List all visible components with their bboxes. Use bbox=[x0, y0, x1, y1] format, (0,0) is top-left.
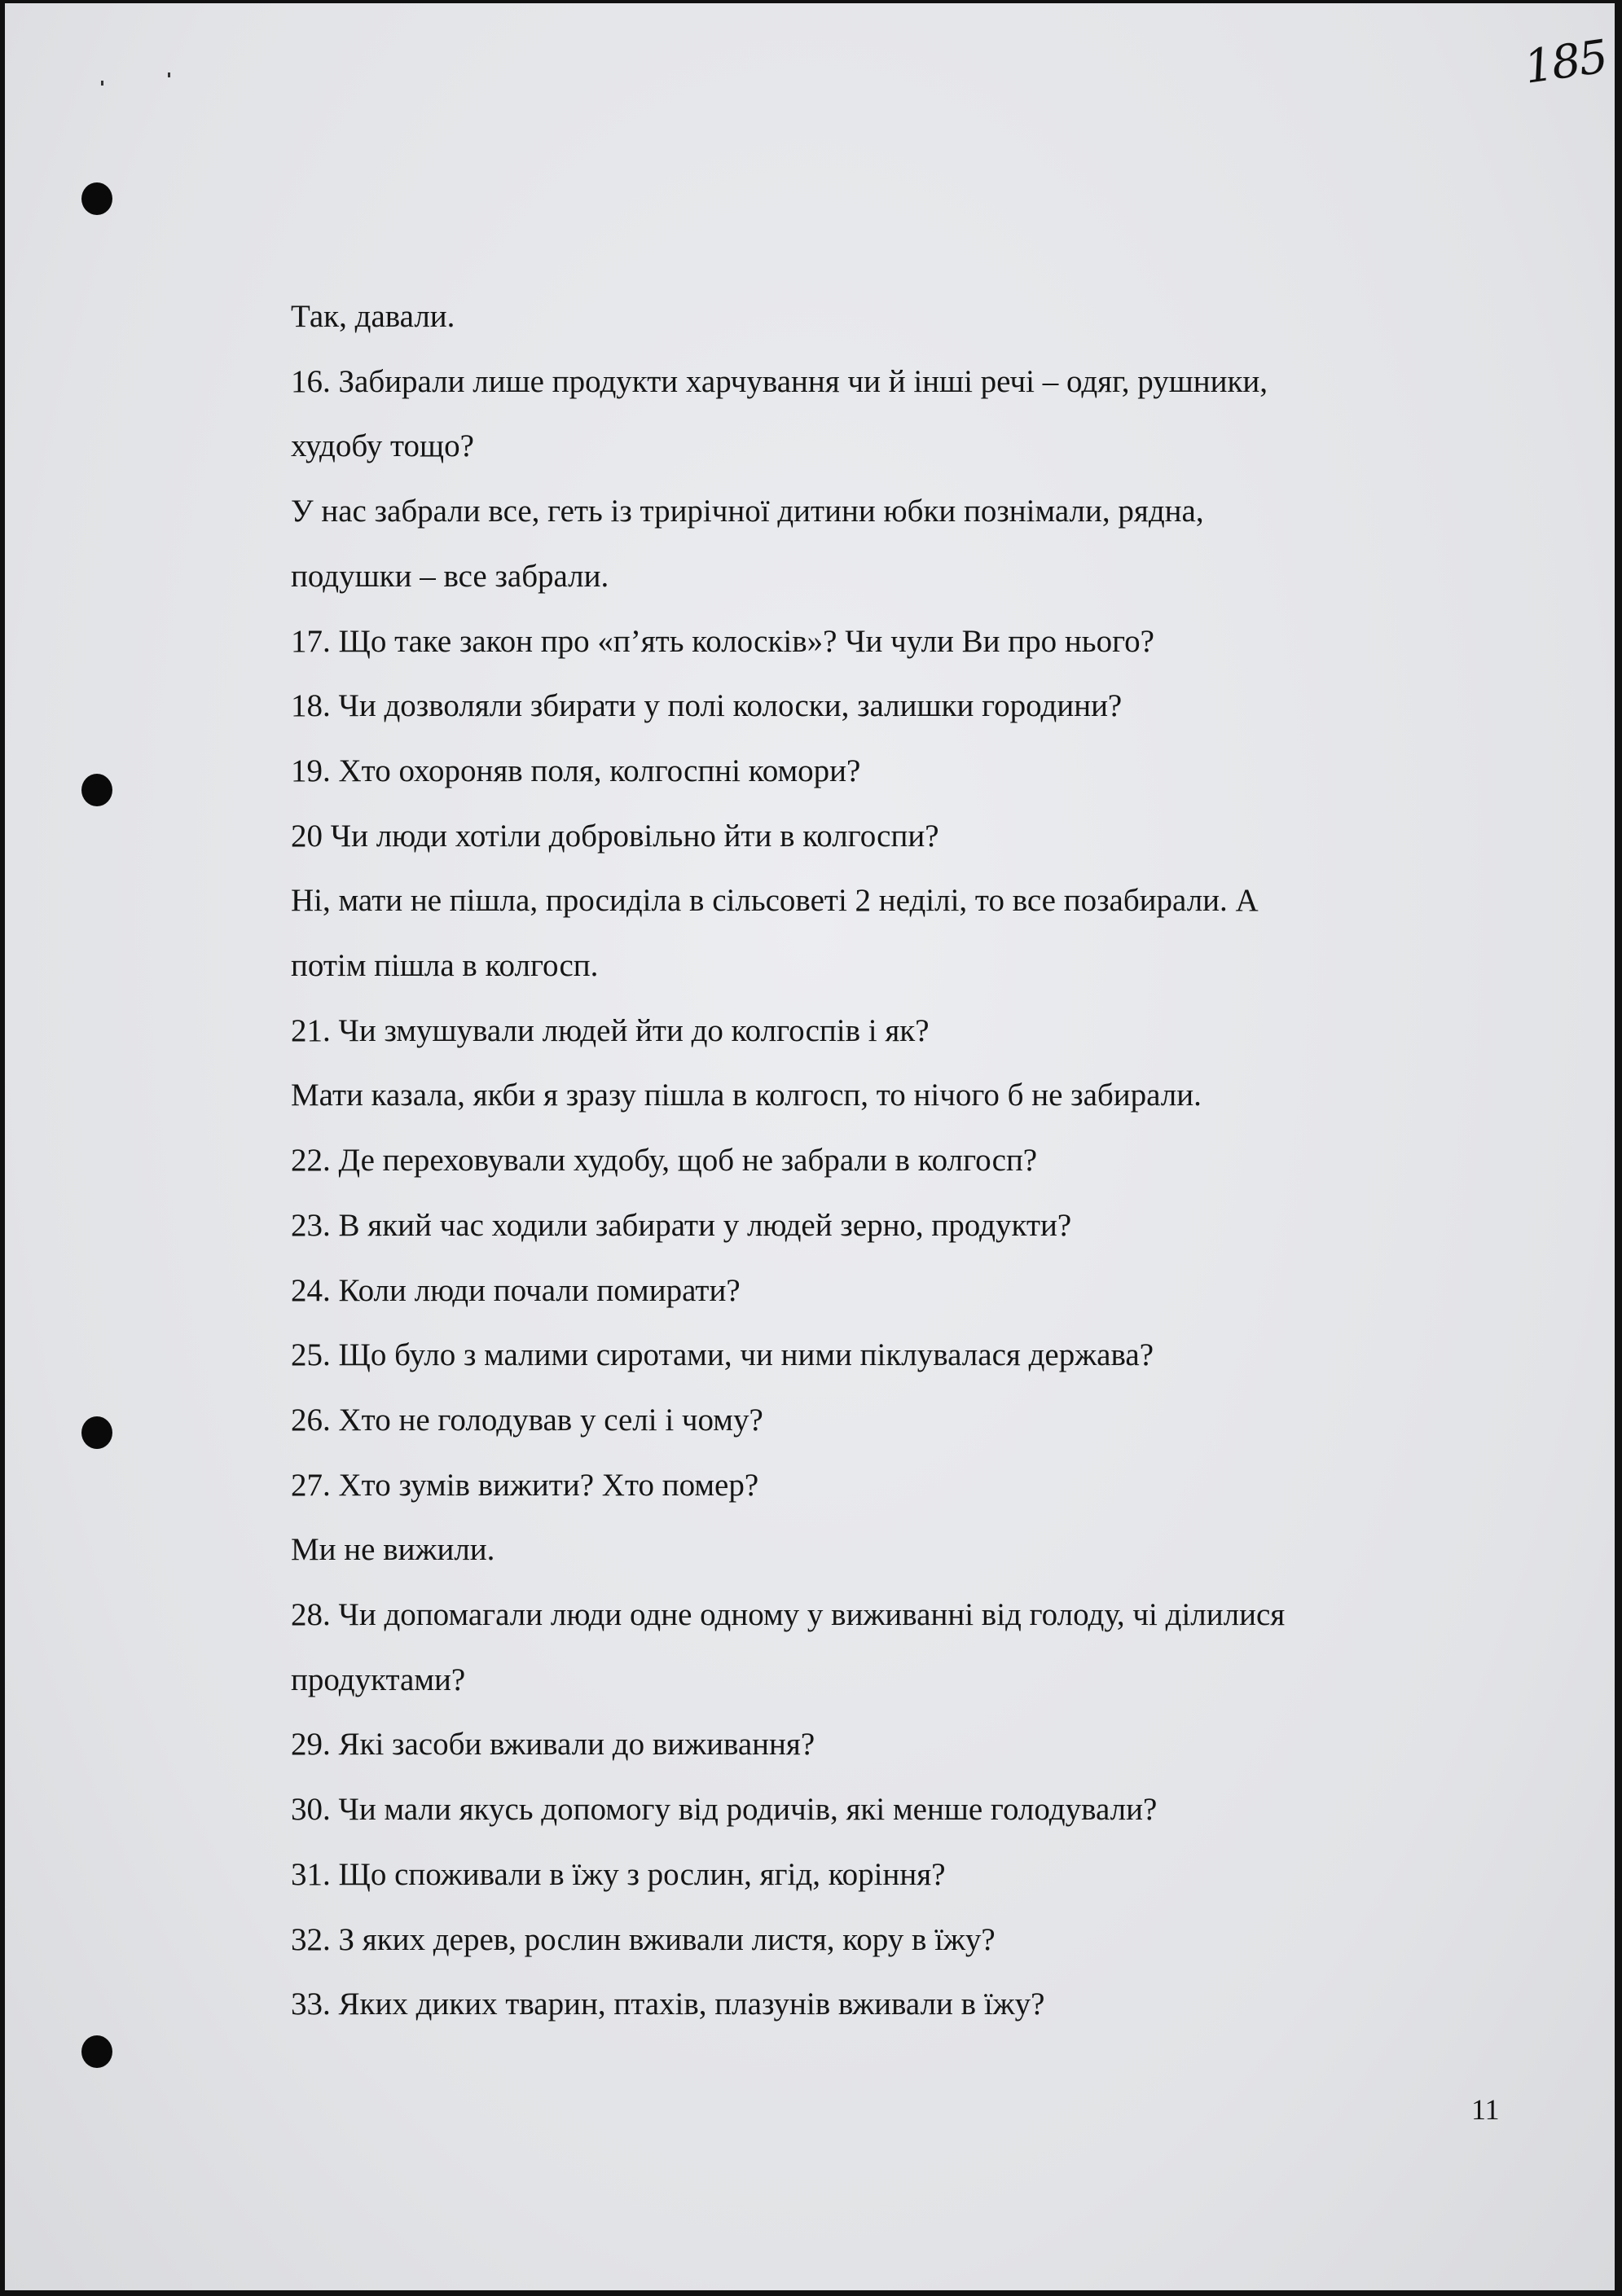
question-line: 25. Що було з малими сиротами, чи ними піклувалася держава? bbox=[291, 1337, 1154, 1373]
text-line: У нас забрали все, геть із трирічної дитини юбки познімали, рядна, bbox=[291, 494, 1204, 529]
question-line: 18. Чи дозволяли збирати у полі колоски, залишки городини? bbox=[291, 688, 1123, 724]
document-page bbox=[5, 3, 1615, 2290]
page-number: 11 bbox=[1471, 2093, 1500, 2126]
handwritten-folio-number: 185 bbox=[1520, 30, 1610, 94]
punch-hole bbox=[81, 774, 112, 806]
text-line: Ні, мати не пішла, просиділа в сільсоветі 2 неділі, то все позабирали. А bbox=[291, 883, 1259, 919]
text-line: подушки – все забрали. bbox=[291, 558, 609, 594]
scan-speck bbox=[101, 81, 103, 86]
question-line: 24. Коли люди почали помирати? bbox=[291, 1272, 741, 1308]
question-line: 31. Що споживали в їжу з рослин, ягід, коріння? bbox=[291, 1856, 946, 1892]
document-body bbox=[291, 284, 1497, 2037]
text-line: худобу тощо? bbox=[291, 428, 474, 464]
question-line: 22. Де переховували худобу, щоб не забрали в колгосп? bbox=[291, 1143, 1038, 1179]
punch-hole bbox=[81, 182, 112, 215]
text-line: потім пішла в колгосп. bbox=[291, 948, 599, 984]
text-line: Ми не вижили. bbox=[291, 1532, 495, 1568]
question-line: 28. Чи допомагали люди одне одному у виживанні від голоду, чі ділилися bbox=[291, 1597, 1286, 1633]
punch-hole bbox=[81, 2035, 112, 2068]
question-line: 27. Хто зумів вижити? Хто помер? bbox=[291, 1467, 759, 1503]
question-line: 20 Чи люди хотіли добровільно йти в колгоспи? bbox=[291, 818, 939, 854]
punch-hole bbox=[81, 1416, 112, 1449]
question-line: 16. Забирали лише продукти харчування чи й інші речі – одяг, рушники, bbox=[291, 363, 1268, 399]
scan-speck bbox=[168, 72, 170, 77]
question-line: 19. Хто охороняв поля, колгоспні комори? bbox=[291, 753, 861, 788]
text-line: Так, давали. bbox=[291, 299, 455, 334]
question-line: 23. В який час ходили забирати у людей зерно, продукти? bbox=[291, 1207, 1072, 1243]
question-line: 21. Чи змушували людей йти до колгоспів і як? bbox=[291, 1012, 930, 1048]
text-line: продуктами? bbox=[291, 1662, 466, 1697]
question-line: 32. З яких дерев, рослин вживали листя, кору в їжу? bbox=[291, 1921, 996, 1957]
question-line: 26. Хто не голодував у селі і чому? bbox=[291, 1402, 763, 1438]
question-line: 33. Яких диких тварин, птахів, плазунів вживали в їжу? bbox=[291, 1987, 1045, 2022]
question-line: 30. Чи мали якусь допомогу від родичів, які менше голодували? bbox=[291, 1792, 1158, 1828]
text-line: Мати казала, якби я зразу пішла в колгосп, то нічого б не забирали. bbox=[291, 1078, 1202, 1113]
question-line: 17. Що таке закон про «п’ять колосків»? Чи чули Ви про нього? bbox=[291, 623, 1154, 659]
question-line: 29. Які засоби вживали до виживання? bbox=[291, 1727, 815, 1763]
